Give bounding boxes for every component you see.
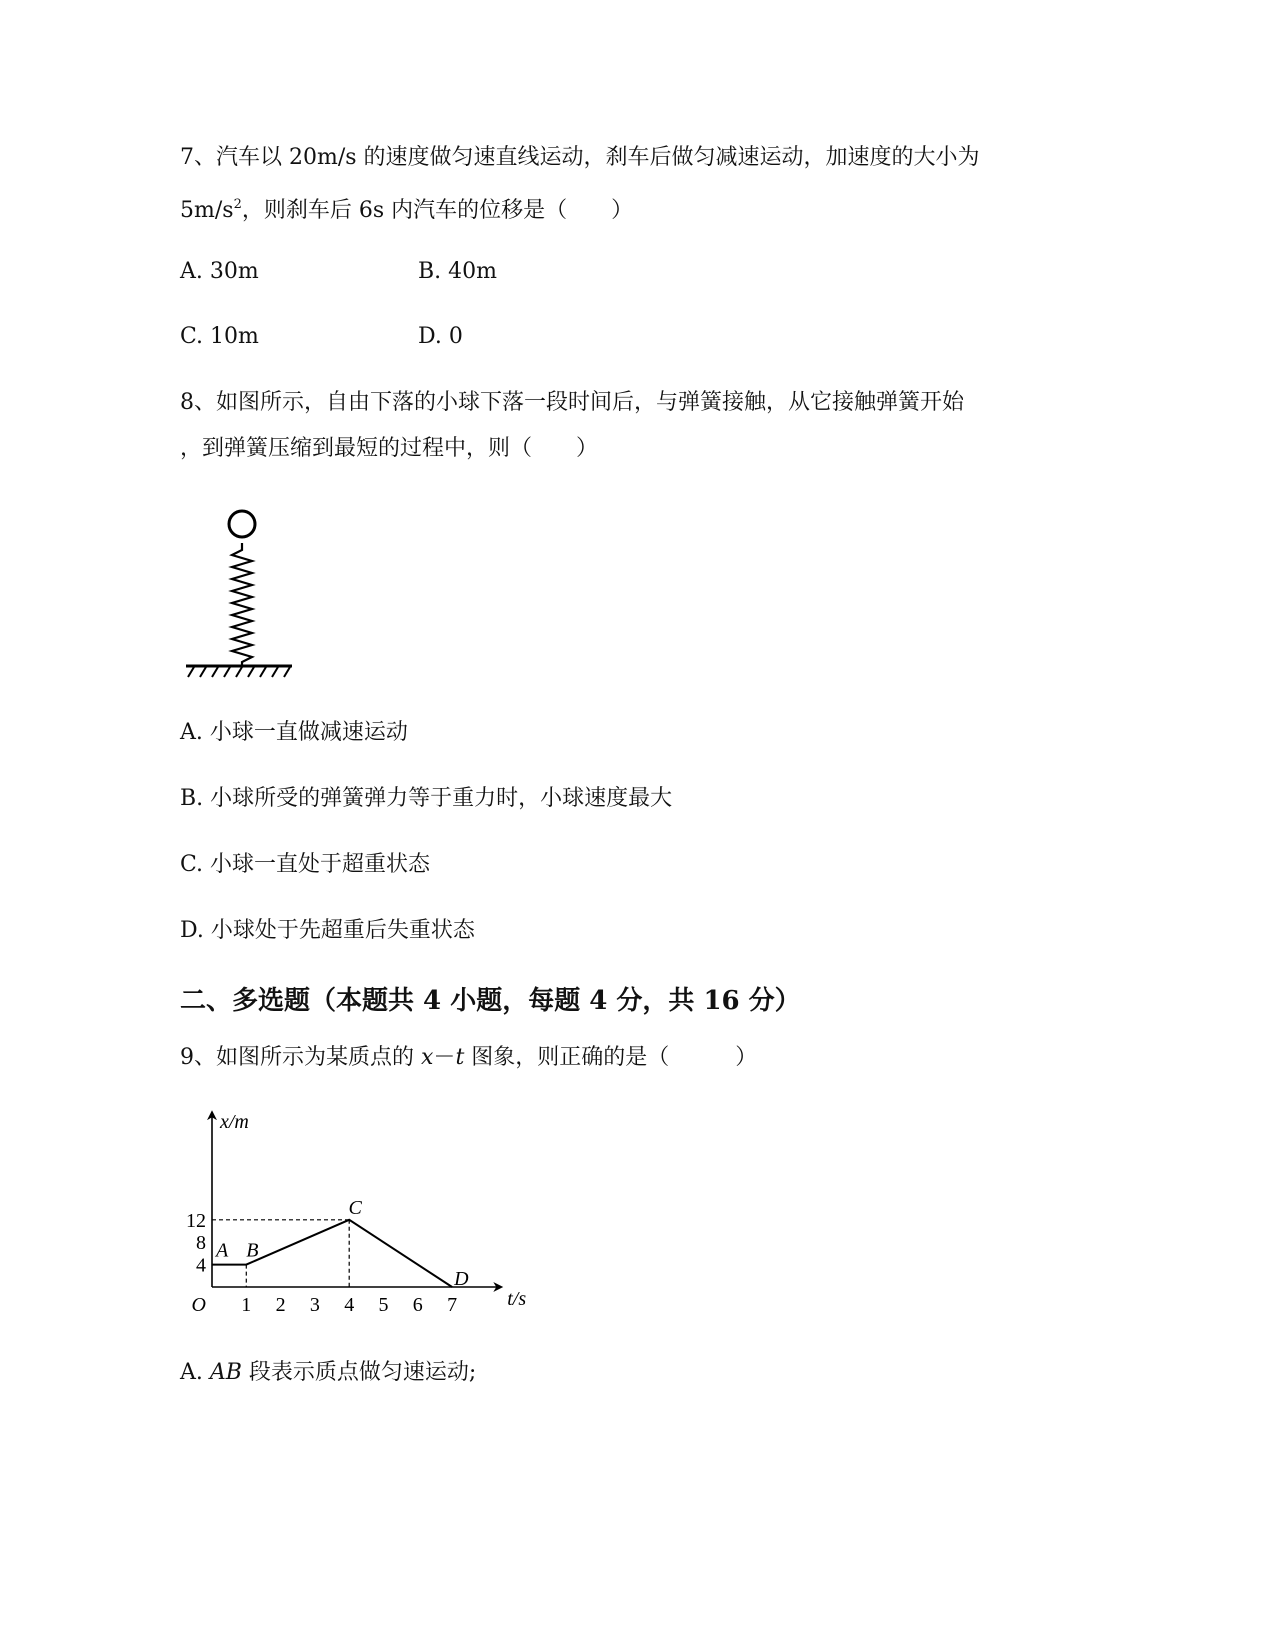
q9-stem-pre: 9、如图所示为某质点的 — [180, 1045, 421, 1070]
q7-option-c: C. 10m — [180, 324, 259, 349]
x-tick-label: 1 — [241, 1294, 252, 1316]
x-tick-label: 2 — [275, 1294, 286, 1316]
q8-option-c: C. 小球一直处于超重状态 — [180, 852, 431, 877]
y-tick-label: 12 — [186, 1209, 206, 1232]
origin-label: O — [191, 1294, 206, 1316]
ball — [229, 511, 255, 537]
q9-var-t: t — [455, 1045, 465, 1070]
q8-option-b: B. 小球所受的弹簧弹力等于重力时，小球速度最大 — [180, 786, 673, 811]
q8-option-d: D. 小球处于先超重后失重状态 — [180, 918, 475, 943]
point-label-d: D — [454, 1268, 469, 1290]
q7-stem-line2 — [180, 190, 633, 226]
q9-option-a-text: 段表示质点做匀速运动; — [241, 1360, 477, 1385]
q9-dash: － — [433, 1045, 456, 1070]
x-tick-label: 4 — [344, 1294, 355, 1316]
q7-stem-line1: 7、汽车以 20m/s 的速度做匀速直线运动，刹车后做匀减速运动，加速度的大小为 — [180, 145, 980, 170]
point-label-b: B — [246, 1239, 259, 1262]
x-axis-label: t/s — [507, 1288, 527, 1310]
y-tick-label: 4 — [196, 1254, 206, 1277]
q9-var-x: x — [421, 1045, 434, 1070]
section-heading: 二、多选题（本题共 4 小题，每题 4 分，共 16 分） — [180, 986, 801, 1016]
q8-stem-line1: 8、如图所示，自由下落的小球下落一段时间后，与弹簧接触，从它接触弹簧开始 — [180, 390, 964, 415]
xt-chart — [170, 1100, 530, 1320]
q7-option-b: B. 40m — [418, 259, 498, 284]
q7-unit: 5m/s — [180, 198, 234, 223]
q7-option-d: D. 0 — [418, 324, 463, 349]
q9-option-a — [180, 1358, 476, 1388]
q9-stem — [180, 1043, 757, 1073]
q9-option-a-prefix: A. — [180, 1360, 210, 1385]
q9-stem-post: 图象，则正确的是（ ） — [464, 1045, 758, 1070]
spring — [232, 543, 252, 665]
q8-stem-line2: ，到弹簧压缩到最短的过程中，则（ ） — [180, 436, 599, 461]
q7-option-a: A. 30m — [180, 259, 259, 284]
y-tick-label: 8 — [196, 1232, 206, 1255]
point-label-a: A — [216, 1239, 229, 1262]
x-tick-label: 7 — [447, 1294, 458, 1316]
q7-stem-tail: ，则刹车后 6s 内汽车的位移是（ ） — [241, 198, 634, 223]
q7-unit-exponent: 2 — [233, 197, 242, 212]
ball-spring-figure — [180, 505, 300, 685]
y-axis-label: x/m — [220, 1111, 249, 1134]
ground-hatching — [188, 667, 290, 677]
q9-option-a-segment: AB — [209, 1360, 242, 1385]
q8-option-a: A. 小球一直做减速运动 — [180, 720, 408, 745]
x-tick-label: 6 — [412, 1294, 423, 1316]
x-tick-label: 3 — [309, 1294, 320, 1316]
x-tick-label: 5 — [378, 1294, 389, 1316]
point-label-c: C — [348, 1196, 362, 1219]
